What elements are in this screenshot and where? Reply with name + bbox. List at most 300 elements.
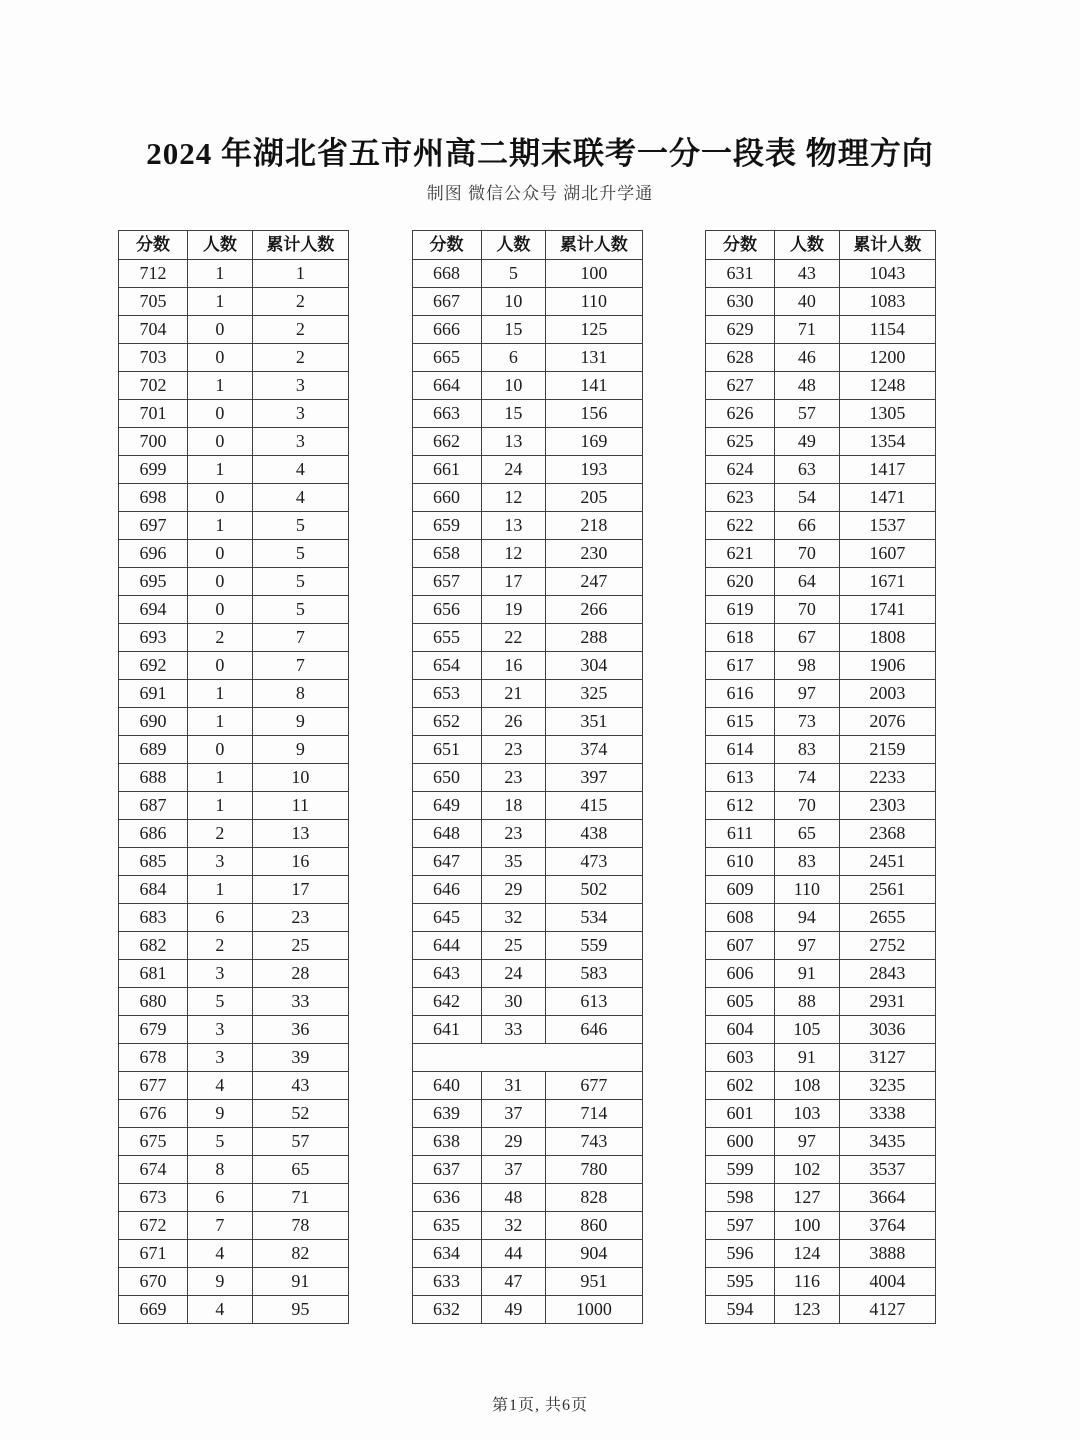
count-cell: 100 [775, 1212, 840, 1240]
score-cell: 675 [119, 1128, 188, 1156]
score-table-middle [412, 230, 643, 1324]
count-cell: 4 [188, 1072, 253, 1100]
table-row [706, 904, 936, 932]
score-cell: 612 [706, 792, 775, 820]
score-cell: 602 [706, 1072, 775, 1100]
cumulative-cell: 3435 [839, 1128, 935, 1156]
score-cell: 636 [412, 1184, 481, 1212]
score-cell: 660 [412, 484, 481, 512]
count-cell: 13 [481, 512, 546, 540]
table-row [119, 1128, 349, 1156]
count-cell: 116 [775, 1268, 840, 1296]
count-cell: 0 [188, 484, 253, 512]
count-cell: 0 [188, 540, 253, 568]
table-row [412, 736, 642, 764]
table-row [412, 512, 642, 540]
table-row [119, 624, 349, 652]
table-row [706, 372, 936, 400]
table-row [119, 1268, 349, 1296]
cumulative-cell: 1305 [839, 400, 935, 428]
cumulative-cell: 3537 [839, 1156, 935, 1184]
table-row [412, 596, 642, 624]
cumulative-cell: 304 [546, 652, 642, 680]
score-cell: 654 [412, 652, 481, 680]
cumulative-cell: 613 [546, 988, 642, 1016]
cumulative-cell: 57 [252, 1128, 348, 1156]
cumulative-cell: 1248 [839, 372, 935, 400]
count-cell: 49 [481, 1296, 546, 1324]
table-row [412, 624, 642, 652]
count-cell: 15 [481, 316, 546, 344]
table-row [412, 1128, 642, 1156]
count-cell: 30 [481, 988, 546, 1016]
score-cell: 688 [119, 764, 188, 792]
count-cell: 29 [481, 1128, 546, 1156]
cumulative-cell: 1000 [546, 1296, 642, 1324]
cumulative-cell: 415 [546, 792, 642, 820]
cumulative-cell: 534 [546, 904, 642, 932]
count-cell: 1 [188, 680, 253, 708]
count-cell: 0 [188, 736, 253, 764]
score-cell: 705 [119, 288, 188, 316]
score-cell: 670 [119, 1268, 188, 1296]
table-row [412, 372, 642, 400]
score-cell: 682 [119, 932, 188, 960]
cumulative-cell: 9 [252, 708, 348, 736]
cumulative-cell: 7 [252, 624, 348, 652]
count-cell: 66 [775, 512, 840, 540]
cumulative-cell: 374 [546, 736, 642, 764]
score-cell: 704 [119, 316, 188, 344]
count-cell: 6 [481, 344, 546, 372]
column-header: 人数 [481, 231, 546, 260]
score-cell: 652 [412, 708, 481, 736]
score-cell: 684 [119, 876, 188, 904]
table-row [412, 1184, 642, 1212]
cumulative-cell: 5 [252, 512, 348, 540]
count-cell: 124 [775, 1240, 840, 1268]
table-row [706, 848, 936, 876]
cumulative-cell: 3888 [839, 1240, 935, 1268]
table-row [119, 1156, 349, 1184]
score-cell: 629 [706, 316, 775, 344]
count-cell: 2 [188, 932, 253, 960]
cumulative-cell: 3664 [839, 1184, 935, 1212]
count-cell: 64 [775, 568, 840, 596]
count-cell: 40 [775, 288, 840, 316]
count-cell: 48 [775, 372, 840, 400]
cumulative-cell: 438 [546, 820, 642, 848]
table-row [706, 1240, 936, 1268]
count-cell: 98 [775, 652, 840, 680]
cumulative-cell: 65 [252, 1156, 348, 1184]
table-row [706, 1156, 936, 1184]
count-cell: 127 [775, 1184, 840, 1212]
count-cell: 0 [188, 596, 253, 624]
table-row [412, 456, 642, 484]
table-row [412, 764, 642, 792]
score-cell: 616 [706, 680, 775, 708]
cumulative-cell: 4004 [839, 1268, 935, 1296]
cumulative-cell: 2655 [839, 904, 935, 932]
count-cell: 49 [775, 428, 840, 456]
score-cell: 624 [706, 456, 775, 484]
cumulative-cell: 502 [546, 876, 642, 904]
table-row [119, 792, 349, 820]
table-row [706, 1184, 936, 1212]
table-row [412, 904, 642, 932]
score-cell: 665 [412, 344, 481, 372]
cumulative-cell: 325 [546, 680, 642, 708]
score-cell: 627 [706, 372, 775, 400]
cumulative-cell: 8 [252, 680, 348, 708]
cumulative-cell: 3235 [839, 1072, 935, 1100]
cumulative-cell: 266 [546, 596, 642, 624]
cumulative-cell: 583 [546, 960, 642, 988]
table-row [412, 288, 642, 316]
score-cell: 661 [412, 456, 481, 484]
cumulative-cell: 193 [546, 456, 642, 484]
table-row [119, 540, 349, 568]
cumulative-cell: 1471 [839, 484, 935, 512]
count-cell: 1 [188, 372, 253, 400]
page-footer: 第1页, 共6页 [491, 1397, 588, 1414]
table-row [706, 316, 936, 344]
count-cell: 94 [775, 904, 840, 932]
table-row [706, 820, 936, 848]
table-row [119, 400, 349, 428]
table-row [706, 1016, 936, 1044]
count-cell: 54 [775, 484, 840, 512]
cumulative-cell: 2451 [839, 848, 935, 876]
column-header: 分数 [119, 231, 188, 260]
cumulative-cell: 1354 [839, 428, 935, 456]
cumulative-cell: 1808 [839, 624, 935, 652]
cumulative-cell: 23 [252, 904, 348, 932]
score-cell: 607 [706, 932, 775, 960]
count-cell: 88 [775, 988, 840, 1016]
count-cell: 12 [481, 484, 546, 512]
cumulative-cell: 1043 [839, 260, 935, 288]
cumulative-cell: 125 [546, 316, 642, 344]
cumulative-cell: 16 [252, 848, 348, 876]
count-cell: 70 [775, 540, 840, 568]
table-row [412, 820, 642, 848]
table-row [412, 988, 642, 1016]
table-row [119, 1016, 349, 1044]
cumulative-cell: 169 [546, 428, 642, 456]
count-cell: 24 [481, 456, 546, 484]
cumulative-cell: 82 [252, 1240, 348, 1268]
count-cell: 110 [775, 876, 840, 904]
score-cell: 599 [706, 1156, 775, 1184]
cumulative-cell: 230 [546, 540, 642, 568]
column-header: 分数 [706, 231, 775, 260]
cumulative-cell: 351 [546, 708, 642, 736]
score-cell: 631 [706, 260, 775, 288]
score-cell: 680 [119, 988, 188, 1016]
cumulative-cell: 218 [546, 512, 642, 540]
table-row [119, 1296, 349, 1324]
table-row [706, 960, 936, 988]
table-row [412, 1268, 642, 1296]
table-row [412, 792, 642, 820]
score-cell: 595 [706, 1268, 775, 1296]
table-row [119, 288, 349, 316]
table-row [119, 932, 349, 960]
score-cell: 615 [706, 708, 775, 736]
column-header: 人数 [775, 231, 840, 260]
count-cell: 4 [188, 1240, 253, 1268]
table-row [706, 288, 936, 316]
table-row [412, 932, 642, 960]
cumulative-cell: 71 [252, 1184, 348, 1212]
score-cell: 673 [119, 1184, 188, 1212]
score-cell: 648 [412, 820, 481, 848]
count-cell: 1 [188, 260, 253, 288]
count-cell: 6 [188, 904, 253, 932]
cumulative-cell: 473 [546, 848, 642, 876]
table-row [412, 1156, 642, 1184]
score-cell: 598 [706, 1184, 775, 1212]
score-cell: 681 [119, 960, 188, 988]
table-row [119, 512, 349, 540]
score-cell: 600 [706, 1128, 775, 1156]
table-row [119, 260, 349, 288]
cumulative-cell: 288 [546, 624, 642, 652]
table-row [119, 428, 349, 456]
count-cell: 1 [188, 792, 253, 820]
count-cell: 23 [481, 764, 546, 792]
table-row [706, 1128, 936, 1156]
score-cell: 605 [706, 988, 775, 1016]
count-cell: 1 [188, 708, 253, 736]
score-cell: 649 [412, 792, 481, 820]
score-cell: 691 [119, 680, 188, 708]
score-cell: 620 [706, 568, 775, 596]
count-cell: 37 [481, 1156, 546, 1184]
table-row [706, 596, 936, 624]
table-row [706, 876, 936, 904]
table-row [706, 988, 936, 1016]
table-row [119, 456, 349, 484]
count-cell: 5 [481, 260, 546, 288]
table-row [119, 1072, 349, 1100]
score-cell: 703 [119, 344, 188, 372]
cumulative-cell: 743 [546, 1128, 642, 1156]
column-header: 分数 [412, 231, 481, 260]
table-row [412, 484, 642, 512]
table-row [412, 652, 642, 680]
cumulative-cell: 110 [546, 288, 642, 316]
count-cell: 1 [188, 288, 253, 316]
count-cell: 22 [481, 624, 546, 652]
score-cell: 658 [412, 540, 481, 568]
count-cell: 5 [188, 988, 253, 1016]
count-cell: 15 [481, 400, 546, 428]
cumulative-cell: 247 [546, 568, 642, 596]
table-row [119, 652, 349, 680]
column-header: 累计人数 [839, 231, 935, 260]
cumulative-cell: 78 [252, 1212, 348, 1240]
score-cell: 639 [412, 1100, 481, 1128]
cumulative-cell: 36 [252, 1016, 348, 1044]
table-row [119, 820, 349, 848]
table-row [119, 484, 349, 512]
table-row [706, 1296, 936, 1324]
cumulative-cell: 904 [546, 1240, 642, 1268]
cumulative-cell: 2368 [839, 820, 935, 848]
score-cell: 614 [706, 736, 775, 764]
score-cell: 609 [706, 876, 775, 904]
cumulative-cell: 2159 [839, 736, 935, 764]
count-cell: 10 [481, 372, 546, 400]
score-cell: 690 [119, 708, 188, 736]
count-cell: 0 [188, 568, 253, 596]
score-table-right [705, 230, 936, 1324]
count-cell: 26 [481, 708, 546, 736]
score-cell: 692 [119, 652, 188, 680]
score-cell: 674 [119, 1156, 188, 1184]
score-cell: 647 [412, 848, 481, 876]
count-cell: 16 [481, 652, 546, 680]
cumulative-cell: 1537 [839, 512, 935, 540]
table-row [119, 876, 349, 904]
table-row [706, 736, 936, 764]
cumulative-cell: 397 [546, 764, 642, 792]
count-cell: 7 [188, 1212, 253, 1240]
score-cell: 606 [706, 960, 775, 988]
count-cell: 6 [188, 1184, 253, 1212]
table-row [706, 484, 936, 512]
score-cell: 611 [706, 820, 775, 848]
score-cell: 626 [706, 400, 775, 428]
table-row [412, 316, 642, 344]
count-cell: 57 [775, 400, 840, 428]
cumulative-cell: 3 [252, 372, 348, 400]
page-subtitle: 制图 微信公众号 湖北升学通 [426, 184, 654, 203]
cumulative-cell: 17 [252, 876, 348, 904]
header-row [706, 231, 936, 260]
table-row [706, 1072, 936, 1100]
table-row [119, 596, 349, 624]
score-cell: 671 [119, 1240, 188, 1268]
cumulative-cell: 141 [546, 372, 642, 400]
score-cell: 634 [412, 1240, 481, 1268]
score-cell: 685 [119, 848, 188, 876]
cumulative-cell: 1741 [839, 596, 935, 624]
table-row [412, 540, 642, 568]
count-cell: 73 [775, 708, 840, 736]
count-cell: 4 [188, 1296, 253, 1324]
cumulative-cell: 100 [546, 260, 642, 288]
table-row [119, 372, 349, 400]
table-row [119, 960, 349, 988]
table-row [706, 680, 936, 708]
cumulative-cell: 2843 [839, 960, 935, 988]
score-cell: 623 [706, 484, 775, 512]
header-row [412, 231, 642, 260]
count-cell: 3 [188, 960, 253, 988]
cumulative-cell: 33 [252, 988, 348, 1016]
score-cell: 601 [706, 1100, 775, 1128]
table-row [706, 1212, 936, 1240]
score-cell: 628 [706, 344, 775, 372]
cumulative-cell: 5 [252, 596, 348, 624]
score-cell: 630 [706, 288, 775, 316]
table-row [412, 400, 642, 428]
score-cell: 666 [412, 316, 481, 344]
count-cell: 102 [775, 1156, 840, 1184]
count-cell: 3 [188, 1016, 253, 1044]
cumulative-cell: 2561 [839, 876, 935, 904]
cumulative-cell: 2931 [839, 988, 935, 1016]
score-cell: 619 [706, 596, 775, 624]
cumulative-cell: 13 [252, 820, 348, 848]
score-cell: 597 [706, 1212, 775, 1240]
count-cell: 1 [188, 456, 253, 484]
cumulative-cell: 3 [252, 428, 348, 456]
score-cell: 676 [119, 1100, 188, 1128]
score-cell: 645 [412, 904, 481, 932]
table-row [706, 1100, 936, 1128]
table-row [412, 1296, 642, 1324]
score-cell: 650 [412, 764, 481, 792]
count-cell: 123 [775, 1296, 840, 1324]
count-cell: 25 [481, 932, 546, 960]
cumulative-cell: 43 [252, 1072, 348, 1100]
cumulative-cell: 9 [252, 736, 348, 764]
count-cell: 21 [481, 680, 546, 708]
count-cell: 32 [481, 904, 546, 932]
score-cell: 693 [119, 624, 188, 652]
score-cell: 702 [119, 372, 188, 400]
count-cell: 70 [775, 596, 840, 624]
header-row [119, 231, 349, 260]
score-cell: 695 [119, 568, 188, 596]
table-row [412, 1212, 642, 1240]
score-cell: 686 [119, 820, 188, 848]
count-cell: 9 [188, 1268, 253, 1296]
score-cell: 618 [706, 624, 775, 652]
count-cell: 83 [775, 736, 840, 764]
score-cell: 678 [119, 1044, 188, 1072]
cumulative-cell: 52 [252, 1100, 348, 1128]
table-row [412, 1240, 642, 1268]
column-header: 累计人数 [546, 231, 642, 260]
count-cell: 105 [775, 1016, 840, 1044]
gap-row [412, 1044, 642, 1072]
score-cell: 655 [412, 624, 481, 652]
table-row [706, 624, 936, 652]
count-cell: 32 [481, 1212, 546, 1240]
table-row [412, 1072, 642, 1100]
table-row [706, 932, 936, 960]
cumulative-cell: 2 [252, 344, 348, 372]
cumulative-cell: 1154 [839, 316, 935, 344]
count-cell: 31 [481, 1072, 546, 1100]
cumulative-cell: 714 [546, 1100, 642, 1128]
table-row [119, 316, 349, 344]
count-cell: 29 [481, 876, 546, 904]
cumulative-cell: 91 [252, 1268, 348, 1296]
table-row [119, 344, 349, 372]
score-cell: 669 [119, 1296, 188, 1324]
table-row [706, 652, 936, 680]
count-cell: 35 [481, 848, 546, 876]
column-header: 人数 [188, 231, 253, 260]
count-cell: 13 [481, 428, 546, 456]
